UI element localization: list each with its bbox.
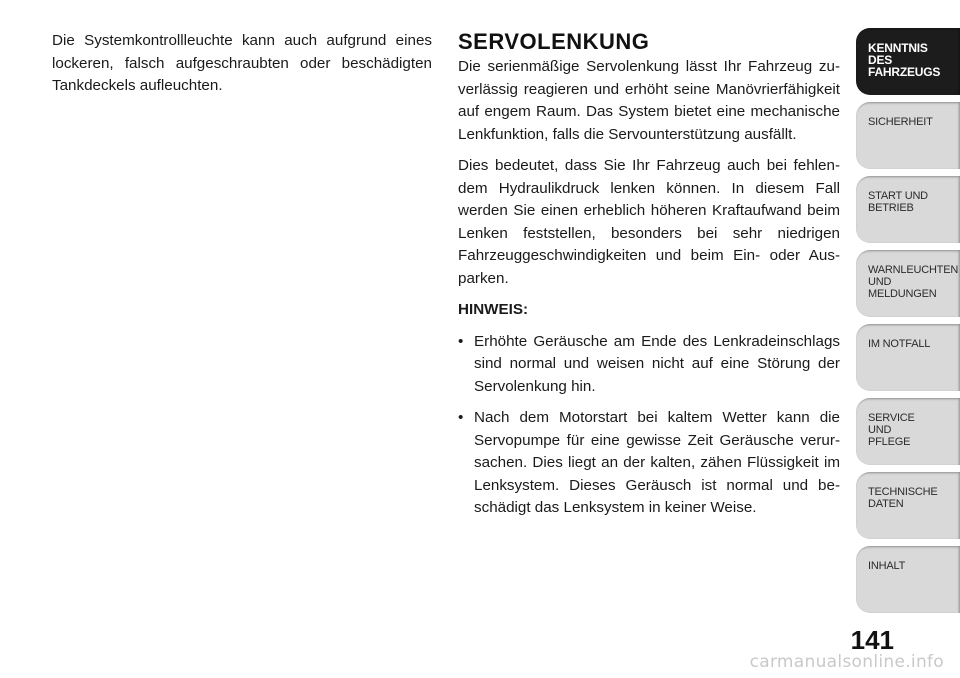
bullet-icon: •	[458, 332, 464, 350]
left-column	[52, 30, 432, 107]
note-title: HINWEIS:	[458, 301, 529, 318]
left-paragraph: Die Systemkontrollleuchte kann auch aufgrund eines lockeren, falsch aufgeschraubten oder beschädigten Tankdeckels aufleuchten.	[52, 32, 432, 94]
tab-sicherheit[interactable]: SICHERHEIT	[856, 102, 960, 169]
page-number: 141	[850, 625, 894, 655]
note-text: Erhöhte Geräusche am Ende des Lenkradeinschlags sind normal und weisen nicht auf eine Störung der Servolenkung hin.	[474, 332, 840, 395]
note-item	[458, 407, 840, 520]
tab-kenntnis-des-fahrzeugs[interactable]: KENNTNIS DES FAHRZEUGS	[856, 28, 960, 95]
tab-im-notfall[interactable]: IM NOTFALL	[856, 324, 960, 391]
right-column	[458, 30, 840, 529]
body-paragraph: Die serienmäßige Servolenkung lässt Ihr Fahrzeug zuverlässig reagieren und erhöht seine Manövrierfähigkeit auf engem Raum. Das System bietet eine mechanische Lenkfunktion, falls die Servounterstützung ausfällt.	[458, 58, 840, 143]
section-title: SERVOLENKUNG	[458, 29, 650, 54]
tab-technische-daten[interactable]: TECHNISCHE DATEN	[856, 472, 960, 539]
note-item	[458, 331, 840, 399]
body-paragraph: Dies bedeutet, dass Sie Ihr Fahrzeug auch bei fehlendem Hydraulikdruck lenken können. In diesem Fall werden Sie einen erheblich höheren Kraftaufwand beim Lenken feststellen, besonders bei sehr niedrigen Fahrzeuggeschwindigkeiten und beim Ein- oder Ausparken.	[458, 157, 840, 287]
tab-service-und-pflege[interactable]: SERVICE UND PFLEGE	[856, 398, 960, 465]
tab-start-und-betrieb[interactable]: START UND BETRIEB	[856, 176, 960, 243]
note-list	[458, 331, 840, 520]
tab-inhalt[interactable]: INHALT	[856, 546, 960, 613]
note-text: Nach dem Motorstart bei kaltem Wetter kann die Servopumpe für eine gewisse Zeit Geräusche verursachen. Dies liegt an der kalten, zähen Flüssigkeit im Lenksystem. Dieses Geräusch ist normal und beschädigt das Lenksystem in keiner Weise.	[474, 409, 840, 516]
tab-warnleuchten[interactable]: WARNLEUCHTEN UND MELDUNGEN	[856, 250, 960, 317]
chapter-tabs	[856, 28, 960, 620]
watermark: carmanualsonline.info	[749, 652, 944, 672]
bullet-icon: •	[458, 409, 464, 426]
